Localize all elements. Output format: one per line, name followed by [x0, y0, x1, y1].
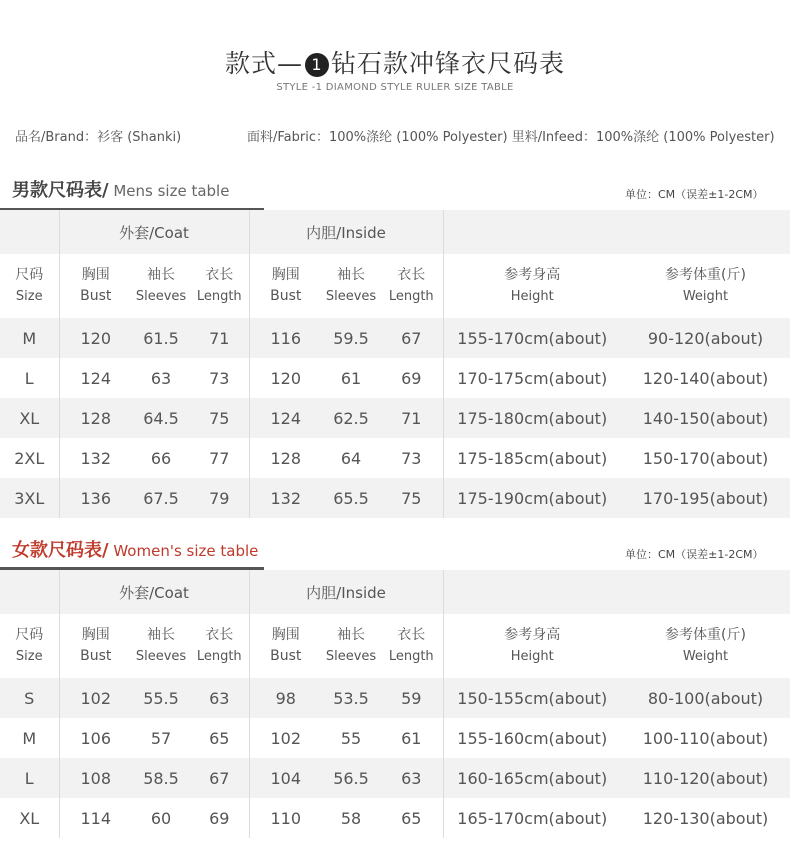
inside-length-header: 衣长 Length [388, 267, 434, 304]
women-section-title: 女款尺码表/ Women's size table [12, 540, 259, 561]
size-header: 尺码 Size [15, 627, 44, 664]
table-row [0, 798, 790, 838]
coat-bust-cell: 102 [59, 678, 132, 718]
inside-length-cell: 65 [401, 808, 422, 828]
size-cell: 2XL [14, 448, 45, 468]
inside-length-cell: 73 [401, 448, 422, 468]
inside-sleeves-cell: 64 [340, 448, 362, 468]
inside-length-cell: 69 [401, 368, 422, 388]
page-title: 款式— 1 钻石款冲锋衣尺码表 [224, 49, 566, 78]
size-cell: XL [19, 808, 40, 828]
inside-sleeves-cell: 61 [340, 368, 362, 388]
women-size-table [0, 570, 790, 838]
weight-cell: 110-120(about) [621, 758, 790, 798]
weight-cell: 100-110(about) [642, 728, 769, 748]
height-cell: 165-170cm(about) [443, 798, 621, 838]
women-group-header [0, 570, 790, 614]
inside-sleeves-cell: 59.5 [322, 318, 380, 358]
weight-cell: 120-130(about) [642, 808, 769, 828]
coat-bust-cell: 106 [59, 718, 132, 758]
inside-bust-cell: 104 [249, 758, 322, 798]
fabric-info: 面料/Fabric：100%涤纶 (100% Polyester) 里料/Infeed：100%涤纶 (100% Polyester) [247, 130, 775, 145]
size-header: 尺码 Size [15, 267, 44, 304]
coat-length-cell: 73 [209, 368, 230, 388]
coat-sleeves-cell: 55.5 [132, 678, 190, 718]
men-group-header [0, 210, 790, 254]
coat-group-label: 外套/Coat [59, 570, 249, 614]
table-row [0, 678, 790, 718]
coat-length-cell: 67 [190, 758, 249, 798]
coat-bust-cell: 120 [59, 318, 132, 358]
women-unit-note: 单位：CM（误差±1-2CM） [625, 548, 764, 561]
inside-sleeves-header: 袖长 Sleeves [325, 627, 377, 664]
inside-bust-header: 胸围 Bust [249, 254, 322, 318]
weight-cell: 150-170(about) [642, 448, 769, 468]
height-cell: 160-165cm(about) [443, 758, 621, 798]
inside-length-header: 衣长 Length [388, 627, 434, 664]
size-cell: L [24, 368, 34, 388]
height-cell: 150-155cm(about) [443, 678, 621, 718]
coat-sleeves-cell: 64.5 [132, 398, 190, 438]
coat-length-cell: 75 [190, 398, 249, 438]
weight-cell: 140-150(about) [621, 398, 790, 438]
coat-sleeves-cell: 57 [150, 728, 172, 748]
inside-bust-cell: 110 [249, 798, 322, 838]
size-cell: M [0, 318, 59, 358]
inside-bust-cell: 98 [249, 678, 322, 718]
inside-sleeves-cell: 62.5 [322, 398, 380, 438]
size-cell: S [0, 678, 59, 718]
height-cell: 175-185cm(about) [443, 438, 621, 478]
coat-length-header: 衣长 Length [196, 267, 242, 304]
weight-cell: 170-195(about) [621, 478, 790, 518]
inside-sleeves-cell: 53.5 [322, 678, 380, 718]
inside-length-cell: 75 [380, 478, 443, 518]
height-header: 参考身高 Height [443, 614, 621, 678]
coat-bust-cell: 124 [59, 358, 132, 398]
coat-bust-header: 胸围 Bust [59, 614, 132, 678]
coat-bust-header: 胸围 Bust [59, 254, 132, 318]
inside-length-cell: 61 [401, 728, 422, 748]
men-column-header [0, 254, 790, 318]
table-row [0, 718, 790, 758]
size-cell: XL [0, 398, 59, 438]
coat-length-cell: 71 [190, 318, 249, 358]
coat-length-cell: 63 [190, 678, 249, 718]
inside-length-cell: 63 [380, 758, 443, 798]
coat-length-cell: 77 [209, 448, 230, 468]
coat-sleeves-cell: 67.5 [132, 478, 190, 518]
men-section-title: 男款尺码表/ Mens size table [12, 180, 230, 201]
inside-sleeves-cell: 56.5 [322, 758, 380, 798]
coat-sleeves-cell: 61.5 [132, 318, 190, 358]
coat-length-cell: 65 [209, 728, 230, 748]
size-cell: M [22, 728, 37, 748]
inside-bust-cell: 128 [249, 438, 322, 478]
height-cell: 175-180cm(about) [443, 398, 621, 438]
height-cell: 155-160cm(about) [443, 718, 621, 758]
coat-bust-cell: 108 [59, 758, 132, 798]
inside-bust-cell: 120 [249, 358, 322, 398]
table-row [0, 478, 790, 518]
men-unit-note: 单位：CM（误差±1-2CM） [625, 188, 764, 201]
inside-sleeves-cell: 65.5 [322, 478, 380, 518]
coat-bust-cell: 132 [59, 438, 132, 478]
coat-bust-cell: 114 [59, 798, 132, 838]
height-header: 参考身高 Height [443, 254, 621, 318]
table-row [0, 358, 790, 398]
coat-sleeves-cell: 63 [150, 368, 172, 388]
inside-sleeves-header: 袖长 Sleeves [325, 267, 377, 304]
weight-header: 参考体重(斤) Weight [665, 627, 746, 664]
number-badge: 1 [305, 53, 329, 77]
coat-length-cell: 69 [209, 808, 230, 828]
page-subtitle: STYLE -1 DIAMOND STYLE RULER SIZE TABLE [276, 82, 514, 93]
inside-sleeves-cell: 58 [340, 808, 362, 828]
table-row [0, 318, 790, 358]
coat-sleeves-header: 袖长 Sleeves [135, 627, 187, 664]
table-row [0, 398, 790, 438]
coat-sleeves-cell: 58.5 [132, 758, 190, 798]
size-cell: L [0, 758, 59, 798]
women-column-header [0, 614, 790, 678]
weight-cell: 80-100(about) [621, 678, 790, 718]
table-row [0, 758, 790, 798]
weight-cell: 90-120(about) [621, 318, 790, 358]
inside-bust-header: 胸围 Bust [249, 614, 322, 678]
inside-sleeves-cell: 55 [340, 728, 362, 748]
inside-length-cell: 59 [380, 678, 443, 718]
coat-bust-cell: 136 [59, 478, 132, 518]
inside-bust-cell: 132 [249, 478, 322, 518]
inside-length-cell: 67 [380, 318, 443, 358]
coat-bust-cell: 128 [59, 398, 132, 438]
men-size-table [0, 210, 790, 518]
inside-group-label: 内胆/Inside [249, 210, 443, 254]
weight-cell: 120-140(about) [642, 368, 769, 388]
inside-length-cell: 71 [380, 398, 443, 438]
height-cell: 155-170cm(about) [443, 318, 621, 358]
inside-group-label: 内胆/Inside [249, 570, 443, 614]
height-cell: 175-190cm(about) [443, 478, 621, 518]
table-row [0, 438, 790, 478]
coat-sleeves-cell: 60 [150, 808, 172, 828]
weight-header: 参考体重(斤) Weight [665, 267, 746, 304]
size-cell: 3XL [0, 478, 59, 518]
coat-group-label: 外套/Coat [59, 210, 249, 254]
coat-length-cell: 79 [190, 478, 249, 518]
inside-bust-cell: 116 [249, 318, 322, 358]
brand-info: 品名/Brand：衫客 (Shanki) [15, 130, 182, 145]
inside-bust-cell: 102 [249, 718, 322, 758]
coat-sleeves-header: 袖长 Sleeves [135, 267, 187, 304]
inside-bust-cell: 124 [249, 398, 322, 438]
height-cell: 170-175cm(about) [443, 358, 621, 398]
coat-length-header: 衣长 Length [196, 627, 242, 664]
coat-sleeves-cell: 66 [150, 448, 172, 468]
